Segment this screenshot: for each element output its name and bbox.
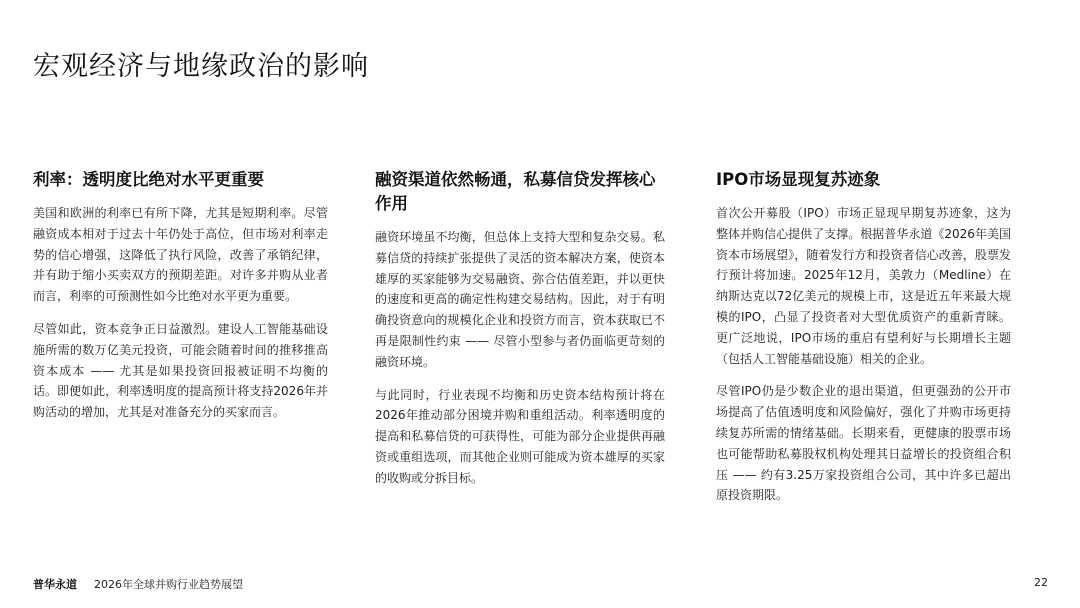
column-heading: IPO市场显现复苏迹象 [716,170,881,189]
column-paragraph: 美国和欧洲的利率已有所下降，尤其是短期利率。尽管融资成本相对于过去十年仍处于高位，但市场对利率走势的信心增强，这降低了执行风险，改善了承销纪律，并有助于缩小买卖双方的预期差距。对许多并购从业者而言，利率的可预测性如今比绝对水平更为重要。 [33,206,328,304]
column-heading: 融资渠道依然畅通，私募信贷发挥核心作用 [375,170,656,213]
column-paragraph: 首次公开募股（IPO）市场正显现早期复苏迹象，这为整体并购信心提供了支撑。根据普华永道《2026年美国资本市场展望》，随着发行方和投资者信心改善，股票发行预计将加速。2025年12月，美敦力（Medline）在纳斯达克以72亿美元的规模上市，这是近五年来最大规模的IPO，凸显了投资者对大型优质资产的重新青睐。更广泛地说，IPO市场的重启有望利好与长期增长主题（包括人工智能基础设施）相关的企业。 [716,206,1011,366]
column-financing-channels [375,168,665,501]
column-heading: 利率：透明度比绝对水平更重要 [33,170,264,189]
column-paragraph: 与此同时，行业表现不均衡和历史资本结构预计将在2026年推动部分困境并购和重组活动。利率透明度的提高和私募信贷的可获得性，可能为部分企业提供再融资或重组选项，而其他企业则可能成为资本雄厚的买家的收购或分拆目标。 [375,387,665,485]
column-ipo-market [716,168,1011,518]
page-footer [33,576,1048,592]
footer-report-name: 2026年全球并购行业趋势展望 [94,578,243,591]
column-interest-rates [33,168,328,435]
column-paragraph: 融资环境虽不均衡，但总体上支持大型和复杂交易。私募信贷的持续扩张提供了灵活的资本解决方案，使资本雄厚的买家能够为交易融资、弥合估值差距，并以更快的速度和更高的确定性构建交易结构。因此，对于有明确投资意向的规模化企业和投资方而言，资本获取已不再是限制性约束 —— 尽管小型参与者仍面临更苛刻的融资环境。 [375,230,665,369]
page-title: 宏观经济与地缘政治的影响 [33,51,369,83]
page-number: 22 [1034,576,1048,589]
column-paragraph: 尽管如此，资本竞争正日益激烈。建设人工智能基础设施所需的数万亿美元投资，可能会随着时间的推移推高资本成本 —— 尤其是如果投资回报被证明不均衡的话。即便如此，利率透明度的提高预计将支持2026年并购活动的增加，尤其是对准备充分的买家而言。 [33,321,328,420]
footer-brand: 普华永道 [33,578,77,591]
column-paragraph: 尽管IPO仍是少数企业的退出渠道，但更强劲的公开市场提高了估值透明度和风险偏好，强化了并购市场更持续复苏所需的情绪基础。长期来看，更健康的股票市场也可能帮助私募股权机构处理其日益增长的投资组合积压 —— 约有3.25万家投资组合公司，其中许多已超出原投资期限。 [716,384,1011,503]
